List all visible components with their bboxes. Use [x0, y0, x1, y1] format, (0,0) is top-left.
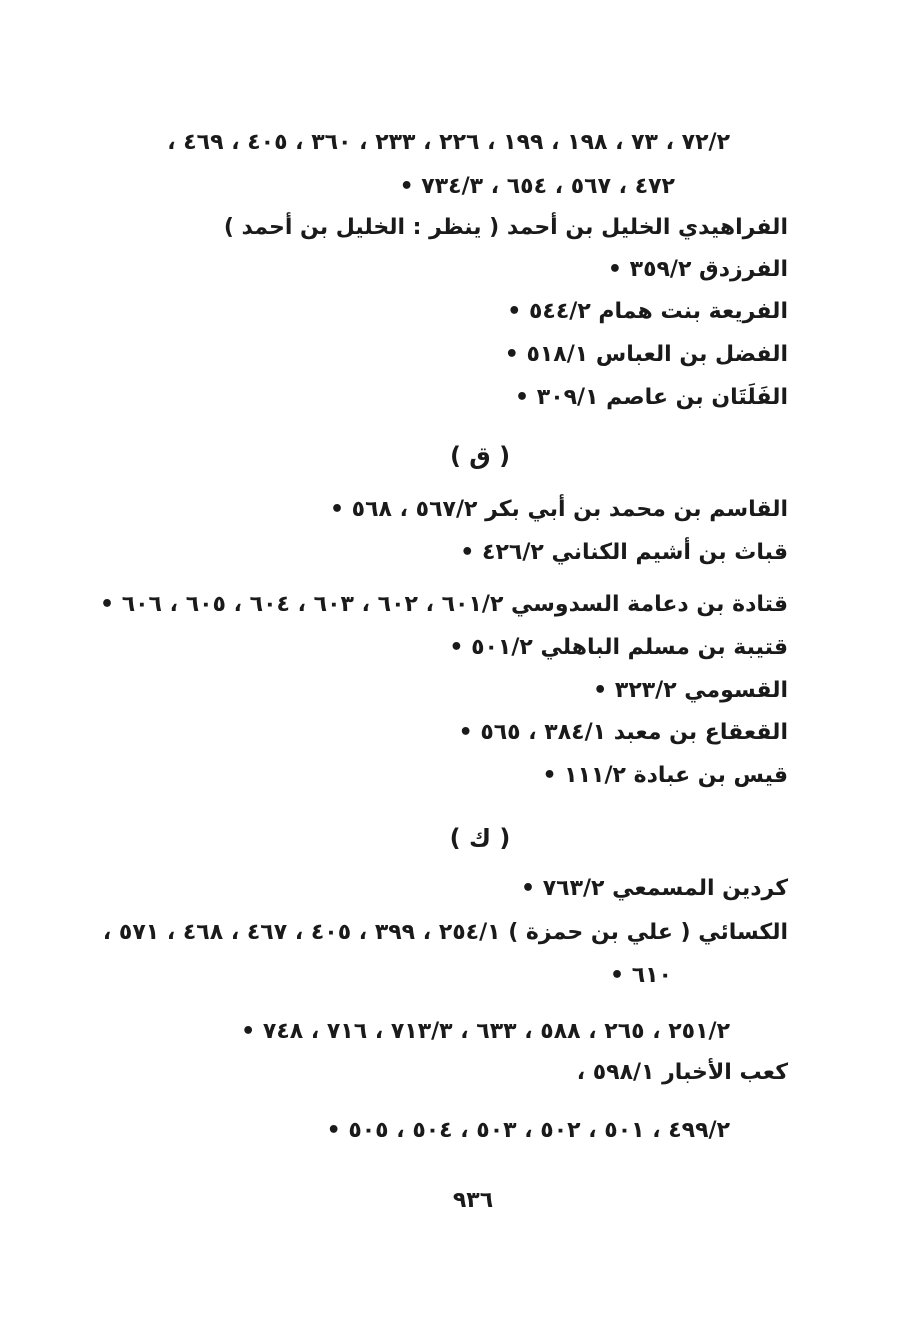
index-entry: الفَلَتَان بن عاصم ٣٠٩/١ • — [515, 385, 788, 410]
index-line: ٤٧٢ ، ٥٦٧ ، ٦٥٤ ، ٧٣٤/٣ • — [399, 174, 675, 199]
index-entry: الفضل بن العباس ٥١٨/١ • — [504, 342, 788, 367]
index-entry: قباث بن أشيم الكناني ٤٢٦/٢ • — [460, 540, 788, 565]
page-number: ٩٣٦ — [452, 1188, 494, 1213]
index-entry: الفريعة بنت همام ٥٤٤/٢ • — [507, 299, 788, 324]
section-heading-kaf: ( ك ) — [449, 824, 511, 852]
index-entry: الفراهيدي الخليل بن أحمد ( ينظر : الخليل بن أحمد ) — [223, 215, 788, 240]
index-entry: قيس بن عبادة ١١١/٢ • — [542, 763, 788, 788]
index-entry: الكسائي ( علي بن حمزة ) ٢٥٤/١ ، ٣٩٩ ، ٤٠٥ ، ٤٦٧ ، ٤٦٨ ، ٥٧١ ، — [102, 920, 788, 945]
index-entry: كردين المسمعي ٧٦٣/٢ • — [521, 876, 788, 901]
index-entry: قتادة بن دعامة السدوسي ٦٠١/٢ ، ٦٠٢ ، ٦٠٣ ، ٦٠٤ ، ٦٠٥ ، ٦٠٦ • — [99, 592, 788, 617]
index-entry: قتيبة بن مسلم الباهلي ٥٠١/٢ • — [449, 635, 788, 660]
index-entry: القعقاع بن معبد ٣٨٤/١ ، ٥٦٥ • — [458, 720, 788, 745]
index-entry: القاسم بن محمد بن أبي بكر ٥٦٧/٢ ، ٥٦٨ • — [329, 497, 788, 522]
index-line: ٦١٠ • — [609, 963, 672, 988]
index-line: ٤٩٩/٢ ، ٥٠١ ، ٥٠٢ ، ٥٠٣ ، ٥٠٤ ، ٥٠٥ • — [326, 1118, 730, 1143]
index-entry: كعب الأخبار ٥٩٨/١ ، — [576, 1060, 788, 1085]
section-heading-qaf: ( ق ) — [449, 442, 511, 470]
index-line: ٧٢/٢ ، ٧٣ ، ١٩٨ ، ١٩٩ ، ٢٢٦ ، ٢٣٣ ، ٣٦٠ ، ٤٠٥ ، ٤٦٩ ، — [167, 130, 730, 155]
index-entry: الفرزدق ٣٥٩/٢ • — [607, 257, 788, 282]
index-entry: القسومي ٣٢٣/٢ • — [593, 678, 788, 703]
index-line: ٢٥١/٢ ، ٢٦٥ ، ٥٨٨ ، ٦٣٣ ، ٧١٣/٣ ، ٧١٦ ، ٧٤٨ • — [241, 1019, 730, 1044]
